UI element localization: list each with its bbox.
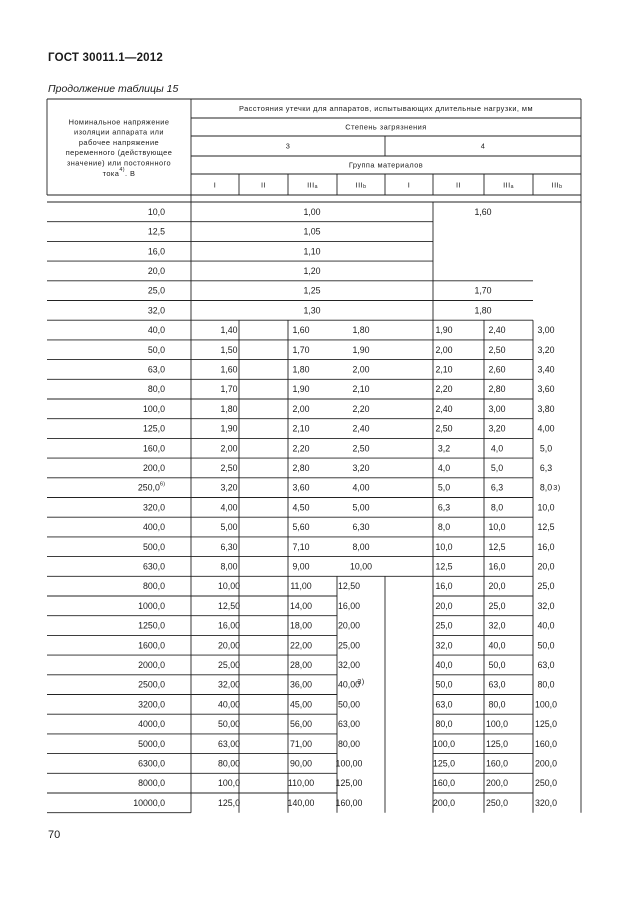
creepage-value: 1,70	[292, 344, 310, 355]
creepage-value: 10,00	[217, 581, 241, 592]
rated-voltage-value: 100,0	[142, 403, 165, 414]
rated-voltage-value: 63,0	[147, 364, 165, 375]
creepage-value: 4,0	[490, 443, 504, 454]
creepage-value: 10,00	[349, 561, 373, 572]
creepage-value: 1,00	[303, 206, 321, 217]
creepage-value: 11,00	[290, 581, 312, 592]
creepage-value: 6,30	[220, 541, 238, 552]
creepage-value: 40,0	[488, 640, 506, 651]
creepage-value: 28,00	[289, 659, 313, 670]
creepage-value: 32,0	[488, 620, 506, 631]
creepage-value: 40,00	[217, 699, 241, 710]
creepage-value: 1,90	[435, 325, 453, 336]
creepage-value: 1,80	[220, 403, 238, 414]
material-group-label: I	[407, 180, 411, 189]
creepage-value: 100,0	[534, 699, 558, 710]
creepage-value: 5,60	[292, 522, 310, 533]
rated-voltage-value: 32,0	[147, 305, 165, 316]
creepage-value: 4,00	[220, 502, 238, 513]
creepage-value: 1,90	[220, 423, 238, 434]
creepage-value: 1,10	[303, 246, 321, 257]
creepage-value: 1,60	[292, 325, 310, 336]
material-group-title: Группа материалов	[348, 160, 424, 170]
rated-voltage-value: 25,0	[147, 285, 165, 296]
creepage-value: 3,20	[352, 462, 370, 473]
creepage-value: 1,80	[292, 364, 310, 375]
creepage-value: 8,0	[490, 502, 504, 513]
creepage-value: 16,0	[537, 541, 555, 552]
creepage-value: 1,60	[220, 364, 238, 375]
footnote-ref-iiib-degree3: 3)	[357, 677, 365, 687]
creepage-value: 71,00	[289, 738, 313, 749]
rated-voltage-value: 8000,0	[138, 778, 165, 789]
rated-voltage-value: 10,0	[147, 206, 165, 217]
creepage-value: 160,0	[485, 758, 509, 769]
pollution-degree-3: 3	[285, 141, 291, 151]
creepage-value: 1,80	[352, 325, 370, 336]
creepage-value: 25,0	[435, 620, 453, 631]
creepage-value: 56,00	[289, 719, 313, 730]
creepage-value: 50,00	[337, 699, 361, 710]
creepage-value: 12,5	[537, 522, 555, 533]
creepage-table	[47, 99, 584, 823]
rated-voltage-value: 400,0	[142, 522, 165, 533]
creepage-value: 50,0	[537, 640, 555, 651]
rated-voltage-value: 80,0	[147, 384, 165, 395]
creepage-value: 32,0	[537, 600, 555, 611]
creepage-value: 200,0	[432, 797, 456, 808]
creepage-table-grid	[47, 99, 584, 823]
creepage-value: 1,05	[303, 226, 321, 237]
creepage-value: 80,00	[217, 758, 241, 769]
creepage-value: 125,0	[485, 738, 509, 749]
creepage-value: 63,0	[488, 679, 506, 690]
creepage-value: 1,50	[220, 344, 238, 355]
creepage-value: 3,00	[488, 403, 506, 414]
creepage-value: 200,0	[485, 778, 509, 789]
creepage-value: 2,00	[292, 403, 310, 414]
document-title: ГОСТ 30011.1—2012	[48, 52, 163, 64]
voltage-header-text: изоляции аппарата или	[73, 127, 165, 137]
creepage-value: 63,00	[337, 719, 361, 730]
rated-voltage-value: 4000,0	[138, 719, 165, 730]
creepage-value: 16,0	[488, 561, 506, 572]
creepage-value: 20,0	[435, 600, 453, 611]
rated-voltage-value: 12,5	[147, 226, 165, 237]
voltage-header-text: значение) или постоянного	[66, 158, 172, 168]
rated-voltage-value: 500,0	[142, 541, 165, 552]
creepage-value: 2,40	[435, 403, 453, 414]
voltage-header-text: рабочее напряжение	[78, 137, 160, 147]
creepage-value: 7,10	[292, 541, 310, 552]
creepage-value: 16,00	[217, 620, 241, 631]
creepage-value: 36,00	[289, 679, 313, 690]
page-number: 70	[48, 829, 61, 841]
creepage-value: 2,10	[352, 384, 370, 395]
material-group-label: $III_b$	[355, 180, 367, 190]
creepage-value: 2,40	[352, 423, 370, 434]
rated-voltage-value: 10000,0	[133, 797, 165, 808]
creepage-value: 2,50	[352, 443, 370, 454]
creepage-value: 160,0	[432, 778, 456, 789]
creepage-value: 25,00	[337, 640, 361, 651]
creepage-value: 80,0	[488, 699, 506, 710]
creepage-value: 2,80	[488, 384, 506, 395]
creepage-value: 8,0	[437, 522, 451, 533]
rated-voltage-value: 20,0	[147, 265, 165, 276]
voltage-header-text: тока$^{4)}$. В	[102, 167, 136, 178]
creepage-value: 9,00	[292, 561, 310, 572]
creepage-value: 160,00	[335, 797, 363, 808]
creepage-value: 5,00	[220, 522, 238, 533]
creepage-value: 250,0	[534, 778, 558, 789]
rated-voltage-value: 200,0	[142, 462, 165, 473]
rated-voltage-value: 5000,0	[138, 738, 165, 749]
creepage-value: 3,00	[537, 325, 555, 336]
creepage-value: 200,0	[534, 758, 558, 769]
creepage-value: 6,3	[490, 482, 504, 493]
creepage-value: 2,50	[488, 344, 506, 355]
material-group-label: II	[455, 180, 462, 189]
creepage-value: 20,00	[337, 620, 361, 631]
creepage-value: 2,10	[435, 364, 453, 375]
creepage-value: 2,20	[435, 384, 453, 395]
creepage-value: 6,3	[539, 462, 553, 473]
creepage-value: 3,2	[437, 443, 451, 454]
creepage-value: 1,30	[303, 305, 321, 316]
creepage-value: 50,00	[217, 719, 241, 730]
creepage-value: 8,00	[352, 541, 370, 552]
rated-voltage-value: 6300,0	[138, 758, 165, 769]
rated-voltage-value: 320,0	[142, 502, 165, 513]
creepage-value: 50,0	[435, 679, 453, 690]
creepage-value: 2,40	[488, 325, 506, 336]
creepage-value: 4,00	[352, 482, 370, 493]
creepage-value: 1,70	[474, 285, 492, 296]
creepage-value: 2,20	[352, 403, 370, 414]
creepage-value: 100,0	[485, 719, 509, 730]
creepage-value: 32,0	[435, 640, 453, 651]
creepage-value: 5,00	[352, 502, 370, 513]
creepage-value: 3,20	[220, 482, 238, 493]
rated-voltage-value: 2000,0	[138, 659, 165, 670]
creepage-value: 1,25	[303, 285, 321, 296]
rated-voltage-value: 1000,0	[138, 600, 165, 611]
creepage-value: 250,0	[485, 797, 509, 808]
creepage-value: 40,00	[337, 679, 361, 690]
creepage-value: 4,0	[437, 462, 451, 473]
creepage-value: 160,0	[534, 738, 558, 749]
creepage-value: 25,0	[537, 581, 555, 592]
creepage-value: 16,0	[435, 581, 453, 592]
rated-voltage-value: 16,0	[147, 246, 165, 257]
creepage-value: 1,60	[474, 206, 492, 217]
creepage-value: 22,00	[289, 640, 313, 651]
creepage-value: 6,3	[437, 502, 451, 513]
creepage-value: 63,0	[435, 699, 453, 710]
creepage-value: 80,0	[435, 719, 453, 730]
creepage-value: 2,50	[435, 423, 453, 434]
creepage-value: 20,0	[488, 581, 506, 592]
creepage-value: 3,20	[488, 423, 506, 434]
creepage-value: 8,00	[220, 561, 238, 572]
creepage-value: 125,00	[335, 778, 363, 789]
creepage-value: 2,00	[352, 364, 370, 375]
creepage-title: Расстояния утечки для аппаратов, испытывающих длительные нагрузки, мм	[238, 104, 534, 113]
rated-voltage-value: 250,0$^{6)}$	[137, 481, 165, 493]
creepage-value: 110,00	[287, 778, 315, 789]
creepage-value: 100,0	[432, 738, 456, 749]
creepage-value: 40,0	[435, 659, 453, 670]
creepage-value: 14,00	[289, 600, 313, 611]
creepage-value: 12,50	[337, 581, 361, 592]
pollution-title: Степень загрязнения	[345, 122, 427, 132]
creepage-value: 2,10	[292, 423, 310, 434]
creepage-value: 12,5	[435, 561, 453, 572]
creepage-value: 2,00	[220, 443, 238, 454]
creepage-value: 2,60	[488, 364, 506, 375]
creepage-value: 125,0	[432, 758, 456, 769]
creepage-value: 3,60	[292, 482, 310, 493]
creepage-value: 20,00	[217, 640, 241, 651]
material-group-label: I	[213, 180, 217, 189]
creepage-value: 45,00	[289, 699, 313, 710]
material-group-label: $III_a$	[503, 180, 514, 190]
creepage-value: 140,00	[287, 797, 315, 808]
rated-voltage-value: 3200,0	[138, 699, 165, 710]
creepage-value: 80,0	[537, 679, 555, 690]
creepage-value: 1,80	[474, 305, 492, 316]
creepage-value: 3,80	[537, 403, 555, 414]
creepage-value: 3,40	[537, 364, 555, 375]
rated-voltage-value: 160,0	[142, 443, 165, 454]
creepage-value: 3,20	[537, 344, 555, 355]
creepage-value: 1,70	[220, 384, 238, 395]
creepage-value: 10,0	[435, 541, 453, 552]
rated-voltage-value: 1250,0	[138, 620, 165, 631]
footnote-ref-iiib-degree4: 3)	[553, 483, 561, 493]
creepage-value: 125,0	[534, 719, 558, 730]
creepage-value: 63,0	[537, 659, 555, 670]
creepage-value: 8,0	[539, 482, 553, 493]
creepage-value: 100,0	[217, 778, 241, 789]
creepage-value: 2,00	[435, 344, 453, 355]
creepage-value: 10,0	[488, 522, 506, 533]
rated-voltage-value: 2500,0	[138, 679, 165, 690]
voltage-header-text: Номинальное напряжение	[68, 117, 170, 127]
creepage-value: 1,90	[292, 384, 310, 395]
creepage-value: 80,00	[337, 738, 361, 749]
creepage-value: 1,40	[220, 325, 238, 336]
rated-voltage-value: 50,0	[147, 344, 165, 355]
creepage-value: 5,0	[539, 443, 553, 454]
rated-voltage-value: 40,0	[147, 325, 165, 336]
material-group-label: $III_b$	[551, 180, 563, 190]
creepage-value: 3,60	[537, 384, 555, 395]
creepage-value: 32,00	[217, 679, 241, 690]
creepage-value: 5,0	[437, 482, 451, 493]
creepage-value: 5,0	[490, 462, 504, 473]
rated-voltage-value: 1600,0	[138, 640, 165, 651]
rated-voltage-value: 630,0	[142, 561, 165, 572]
creepage-value: 2,50	[220, 462, 238, 473]
pollution-degree-4: 4	[480, 141, 486, 151]
creepage-value: 18,00	[289, 620, 313, 631]
creepage-value: 12,5	[488, 541, 506, 552]
material-group-label: $III_a$	[307, 180, 318, 190]
creepage-value: 6,30	[352, 522, 370, 533]
creepage-value: 25,0	[488, 600, 506, 611]
creepage-value: 125,0	[217, 797, 241, 808]
creepage-value: 4,50	[292, 502, 310, 513]
creepage-value: 1,90	[352, 344, 370, 355]
rated-voltage-value: 800,0	[142, 581, 165, 592]
creepage-value: 1,20	[303, 265, 321, 276]
material-group-label: II	[260, 180, 267, 189]
creepage-value: 50,0	[488, 659, 506, 670]
creepage-value: 2,80	[292, 462, 310, 473]
creepage-value: 63,00	[217, 738, 241, 749]
creepage-value: 4,00	[537, 423, 555, 434]
rated-voltage-value: 125,0	[142, 423, 165, 434]
creepage-value: 90,00	[289, 758, 313, 769]
creepage-value: 16,00	[337, 600, 361, 611]
voltage-header-text: переменного (действующее	[65, 148, 173, 158]
creepage-value: 40,0	[537, 620, 555, 631]
creepage-value: 320,0	[534, 797, 558, 808]
creepage-value: 12,50	[217, 600, 241, 611]
table-caption: Продолжение таблицы 15	[48, 83, 179, 95]
creepage-value: 100,00	[335, 758, 363, 769]
creepage-value: 10,0	[537, 502, 555, 513]
creepage-value: 2,20	[292, 443, 310, 454]
creepage-value: 32,00	[337, 659, 361, 670]
creepage-value: 20,0	[537, 561, 555, 572]
creepage-value: 25,00	[217, 659, 241, 670]
